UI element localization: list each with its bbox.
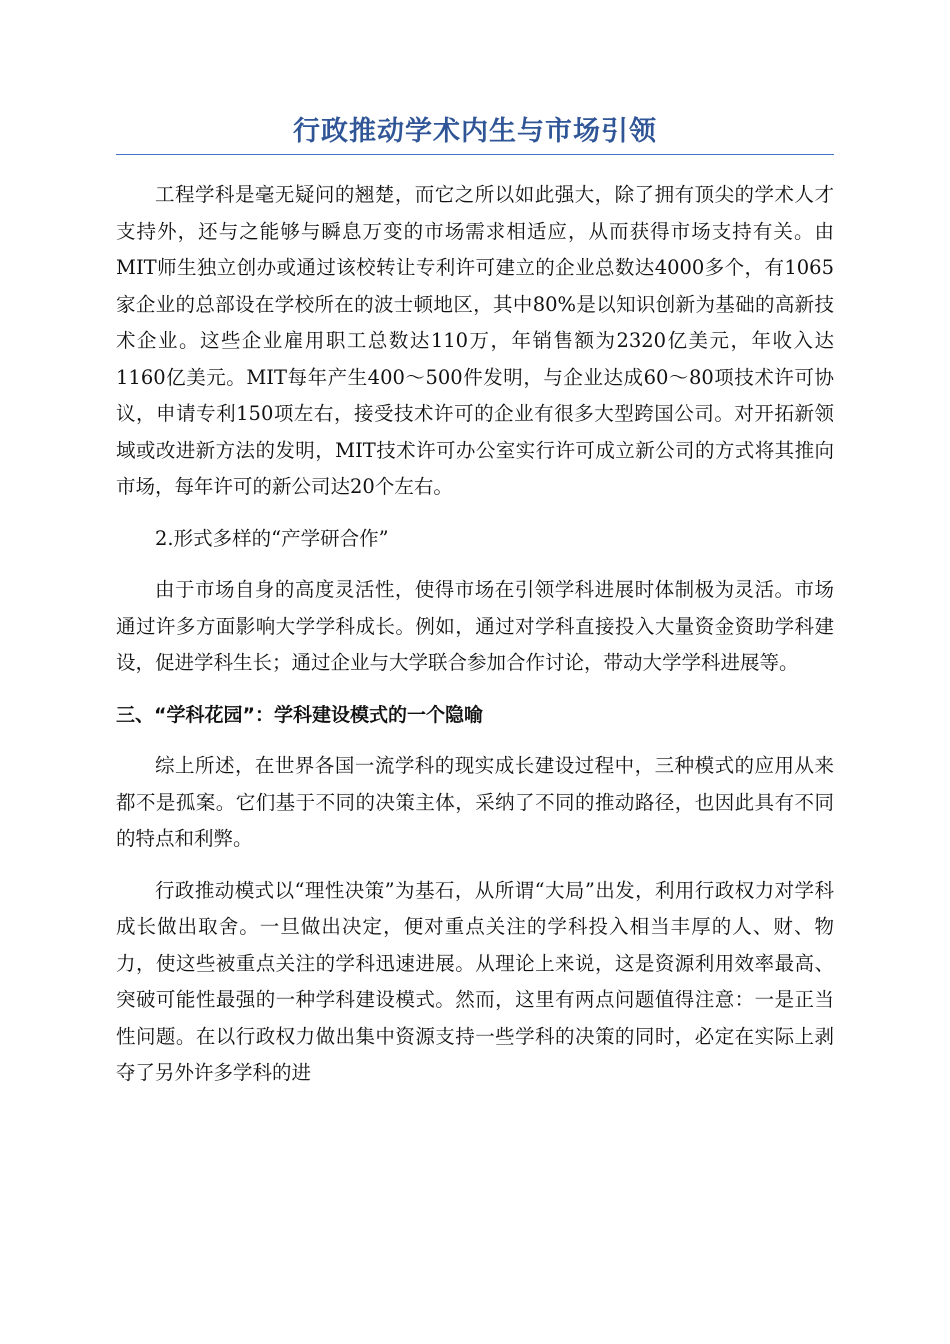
document-title: 行政推动学术内生与市场引领 — [293, 116, 657, 147]
paragraph-administrative-model: 行政推动模式以“理性决策”为基石，从所谓“大局”出发，利用行政权力对学科成长做出取舍。一旦做出决定，便对重点关注的学科投入相当丰厚的人、财、物力，使这些被重点关注的学科迅速进展。从理论上来说，这是资源利用效率最高、突破可能性最强的一种学科建设模式。然而，这里有两点问题值得注意：一是正当性问题。在以行政权力做出集中资源支持一些学科的决策的同时，必定在实际上剥夺了另外许多学科的进 — [116, 878, 834, 1084]
title-underline — [116, 154, 834, 155]
document-body — [116, 177, 834, 1092]
section-heading: 三、“学科花园”：学科建设模式的一个隐喻 — [116, 703, 483, 726]
paragraph-mit-market: 工程学科是毫无疑问的翘楚，而它之所以如此强大，除了拥有顶尖的学术人才支持外，还与之能够与瞬息万变的市场需求相适应，从而获得市场支持有关。由MIT师生独立创办或通过该校转让专利许可建立的企业总数达4000多个，有1065家企业的总部设在学校所在的波士顿地区，其中80%是以知识创新为基础的高新技术企业。这些企业雇用职工总数达110万，年销售额为2320亿美元，年收入达1160亿美元。MIT每年产生400～500件发明，与企业达成60～80项技术许可协议，申请专利150项左右，接受技术许可的企业有很多大型跨国公司。对开拓新领域或改进新方法的发明，MIT技术许可办公室实行许可成立新公司的方式将其推向市场，每年许可的新公司达20个左右。 — [116, 183, 834, 498]
subheading-cooperation: 2.形式多样的“产学研合作” — [155, 526, 389, 550]
paragraph-market-flexibility: 由于市场自身的高度灵活性，使得市场在引领学科进展时体制极为灵活。市场通过许多方面影响大学学科成长。例如，通过对学科直接投入大量资金资助学科建设，促进学科生长；通过企业与大学联合参加合作讨论，带动大学学科进展等。 — [116, 578, 834, 674]
paragraph-summary: 综上所述，在世界各国一流学科的现实成长建设过程中，三种模式的应用从来都不是孤案。它们基于不同的决策主体，采纳了不同的推动路径，也因此具有不同的特点和利弊。 — [116, 754, 834, 850]
